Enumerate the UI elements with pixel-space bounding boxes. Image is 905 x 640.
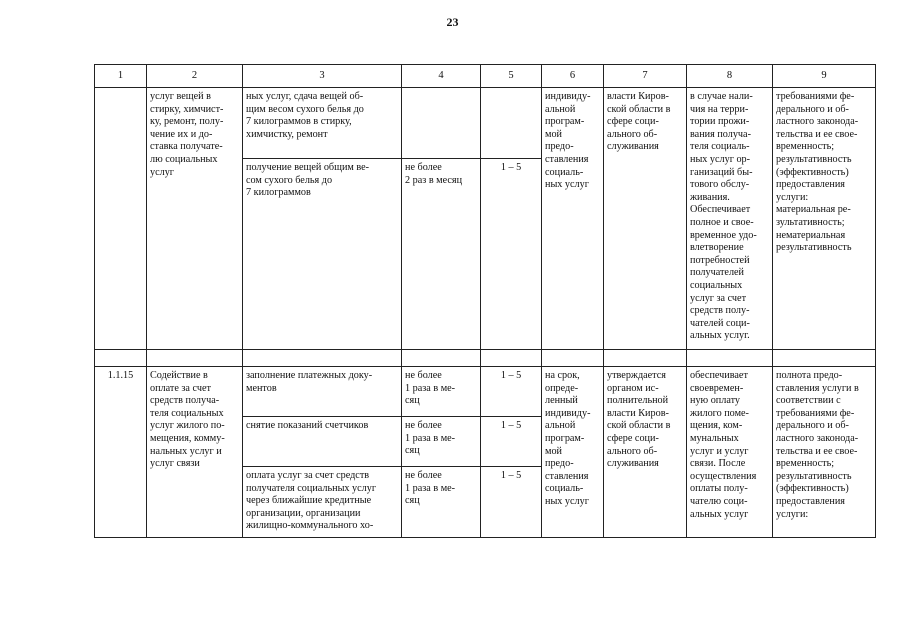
frequency-cell: не более 1 раза в ме- сяц xyxy=(402,417,481,467)
services-table xyxy=(94,64,876,538)
header-cell-9: 9 xyxy=(773,65,876,88)
conditions-cell: обеспечивает своевремен- ную оплату жилого поме- щения, ком- мунальных услуг и услуг связи. После осуществления оплаты полу- чателю соци- альных услуг xyxy=(687,367,773,538)
header-row xyxy=(95,65,876,88)
header-cell-4: 4 xyxy=(402,65,481,88)
recipients-cell: 1 – 5 xyxy=(481,367,542,417)
recipients-cell: 1 – 5 xyxy=(481,159,542,350)
conditions-cell: в случае нали- чия на терри- тории прожи- вания получа- теля социаль- ных услуг ор- ганизаций бы- тового обслу- живания. Обеспечивает полное и свое- временное удо- влетворение потребностей получателей социальных услуг за счет средств полу- чателей соци- альных услуг. xyxy=(687,88,773,350)
frequency-cell: не более 1 раза в ме- сяц xyxy=(402,467,481,538)
spacer-cell xyxy=(147,350,243,367)
spacer-cell xyxy=(95,350,147,367)
spacer-cell xyxy=(687,350,773,367)
header-cell-8: 8 xyxy=(687,65,773,88)
spacer-row xyxy=(95,350,876,367)
service-action-cell: оплата услуг за счет средств получателя социальных услуг через ближайшие кредитные организации, организации жилищно-коммунального хо- xyxy=(243,467,402,538)
header-cell-6: 6 xyxy=(542,65,604,88)
spacer-cell xyxy=(542,350,604,367)
term-cell: на срок, опреде- ленный индивиду- альной програм- мой предо- ставления социаль- ных услуг xyxy=(542,367,604,538)
frequency-cell: не более 1 раза в ме- сяц xyxy=(402,367,481,417)
header-cell-2: 2 xyxy=(147,65,243,88)
service-action-cell: снятие показаний счетчиков xyxy=(243,417,402,467)
header-cell-7: 7 xyxy=(604,65,687,88)
recipients-cell xyxy=(481,88,542,159)
term-cell: индивиду- альной програм- мой предо- ставления социаль- ных услуг xyxy=(542,88,604,350)
frequency-cell xyxy=(402,88,481,159)
spacer-cell xyxy=(604,350,687,367)
row-number-cell: 1.1.15 xyxy=(95,367,147,538)
recipients-cell: 1 – 5 xyxy=(481,417,542,467)
row-number-cell xyxy=(95,88,147,350)
quality-cell: полнота предо- ставления услуги в соответствии с требованиями фе- дерального и об- ластного законода- тельства и ее свое- временность; результативность (эффективность) предоставления услуги: xyxy=(773,367,876,538)
service-action-cell: получение вещей общим ве- сом сухого белья до 7 килограммов xyxy=(243,159,402,350)
service-name-cell: Содействие в оплате за счет средств получа- теля социальных услуг жилого по- мещения, комму- нальных услуг и услуг связи xyxy=(147,367,243,538)
spacer-cell xyxy=(773,350,876,367)
service-action-cell: заполнение платежных доку- ментов xyxy=(243,367,402,417)
service-name-cell: услуг вещей в стирку, химчист- ку, ремонт, полу- чение их и до- ставка получате- лю социальных услуг xyxy=(147,88,243,350)
table-row xyxy=(95,367,876,417)
spacer-cell xyxy=(481,350,542,367)
recipients-cell: 1 – 5 xyxy=(481,467,542,538)
service-action-cell: ных услуг, сдача вещей об- щим весом сухого белья до 7 килограммов в стирку, химчистку, ремонт xyxy=(243,88,402,159)
page-number: 23 xyxy=(446,15,459,29)
header-cell-1: 1 xyxy=(95,65,147,88)
quality-cell: требованиями фе- дерального и об- ластного законода- тельства и ее свое- временность; результативность (эффективность) предоставления услуги: материальная ре- зультативность; нематериальная результативность xyxy=(773,88,876,350)
frequency-cell: не более 2 раз в месяц xyxy=(402,159,481,350)
spacer-cell xyxy=(402,350,481,367)
tariff-cell: утверждается органом ис- полнительной власти Киров- ской области в сфере соци- ального об- служивания xyxy=(604,367,687,538)
spacer-cell xyxy=(243,350,402,367)
header-cell-3: 3 xyxy=(243,65,402,88)
header-cell-5: 5 xyxy=(481,65,542,88)
tariff-cell: власти Киров- ской области в сфере соци- ального об- служивания xyxy=(604,88,687,350)
table-row xyxy=(95,88,876,159)
